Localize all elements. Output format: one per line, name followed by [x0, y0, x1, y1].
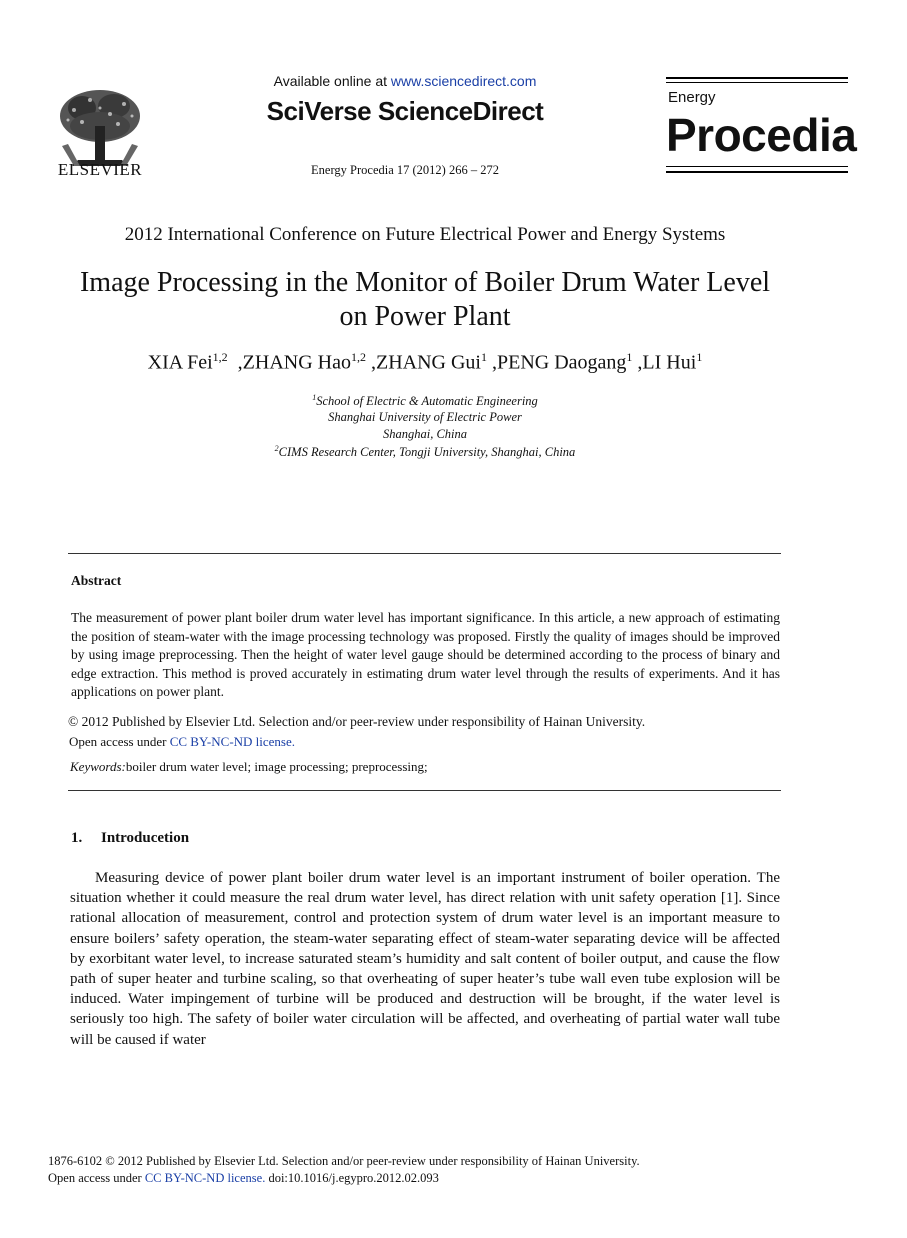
author-affiliation-mark: 1,2	[212, 350, 228, 364]
keywords-line	[70, 759, 428, 775]
section-title: Introducetion	[101, 830, 190, 846]
author-list	[0, 350, 850, 375]
affiliation-1-line-2: Shanghai University of Electric Power	[328, 410, 522, 424]
author-affiliation-mark: 1	[626, 350, 633, 364]
procedia-bottom-rule-thin	[666, 166, 848, 167]
procedia-bottom-rule	[666, 171, 848, 173]
author-name: ,PENG Daogang	[491, 351, 627, 374]
procedia-top-rule	[666, 77, 848, 79]
author-affiliation-mark: 1	[480, 350, 487, 364]
available-online-line	[200, 73, 610, 89]
sciencedirect-link[interactable]: www.sciencedirect.com	[390, 73, 537, 89]
author-name: ,LI Hui	[637, 351, 697, 374]
divider-top	[68, 553, 781, 554]
affiliation-text: CIMS Research Center, Tongji University, Shanghai, China	[278, 445, 576, 460]
paper-title-line-1: Image Processing in the Monitor of Boiler Drum Water Level	[79, 267, 771, 298]
procedia-label: Procedia	[666, 109, 857, 161]
affiliation-text: School of Electric & Automatic Engineering	[316, 394, 538, 409]
section-number: 1.	[71, 830, 83, 846]
author-affiliation-mark: 1,2	[350, 350, 366, 364]
divider-bottom	[68, 790, 781, 791]
footer-doi: doi:10.1016/j.egypro.2012.02.093	[265, 1171, 439, 1185]
journal-reference: Energy Procedia 17 (2012) 266 – 272	[311, 163, 499, 177]
copyright-notice: © 2012 Published by Elsevier Ltd. Selection and/or peer-review under responsibility of Hainan University.	[68, 714, 646, 729]
conference-name: 2012 International Conference on Future Electrical Power and Energy Systems	[124, 224, 726, 245]
affiliation-1-line-1	[0, 393, 850, 409]
section-paragraph: Measuring device of power plant boiler drum water level is an important instrument of boiler operation. The situation whether it could measure the real drum water level, has direct relation with unit safety operation [1]. Since rational allocation of measurement, control and protection system of drum water level is an important measure to ensure boilers’ safety operation, the steam-water separating effect of steam-water separating device will be affected by exorbitant water level, to increase saturated steam’s humidity and salt content of boiler output, and cause the flow path of super heater and turbine scaling, so that overheating of super heater’s tube wall even tube explosion will be induced. Water impingement of turbine will be produced and destruction will be brought, if the water level is seriously too high. The safety of boiler water circulation will be affected, and overheating of partial water wall tube will be caused if water	[70, 870, 780, 1048]
affiliation-2	[0, 444, 850, 460]
abstract-heading: Abstract	[71, 573, 122, 588]
open-access-prefix: Open access under	[69, 734, 170, 749]
affiliation-1-line-3: Shanghai, China	[382, 427, 468, 441]
abstract-body: The measurement of power plant boiler drum water level has important significance. In this article, a new approach of estimating the position of steam-water with the image processing technology was proposed. Firstly the quality of images should be improved by using image preprocessing. Then the height of water level gauge should be determined according to the process of binary and edge extraction. This method is proved accurately in estimating drum water level through the results of experiments. And it has applications on power plant.	[71, 610, 780, 699]
keywords-label: Keywords:	[70, 759, 126, 774]
affiliation-mark: 2	[274, 444, 279, 453]
footer-issn-copyright: 1876-6102 © 2012 Published by Elsevier Ltd. Selection and/or peer-review under responsibility of Hainan University.	[48, 1154, 640, 1168]
keywords-text: boiler drum water level; image processing; preprocessing;	[125, 759, 428, 774]
author-affiliation-mark: 1	[696, 350, 703, 364]
open-access-line	[69, 734, 295, 750]
energy-label: Energy	[668, 89, 716, 106]
section-heading	[71, 830, 189, 847]
paper-title	[40, 266, 810, 334]
available-prefix: Available online at	[273, 73, 391, 89]
license-link[interactable]: CC BY-NC-ND license.	[169, 734, 296, 749]
author-name: ,ZHANG Gui	[370, 351, 481, 374]
footer-open-access-prefix: Open access under	[48, 1171, 145, 1185]
author-name: ,ZHANG Hao	[237, 351, 351, 374]
footer-license-link[interactable]: CC BY-NC-ND license.	[144, 1171, 266, 1185]
elsevier-wordmark: ELSEVIER	[57, 160, 143, 179]
author-name: XIA Fei	[147, 351, 213, 374]
sciverse-sciencedirect-logo: SciVerse ScienceDirect	[266, 96, 544, 126]
affiliation-mark: 1	[312, 393, 317, 402]
paper-title-line-2: on Power Plant	[339, 301, 511, 332]
footer-license-doi	[48, 1171, 439, 1186]
procedia-top-rule-thin	[666, 82, 848, 83]
